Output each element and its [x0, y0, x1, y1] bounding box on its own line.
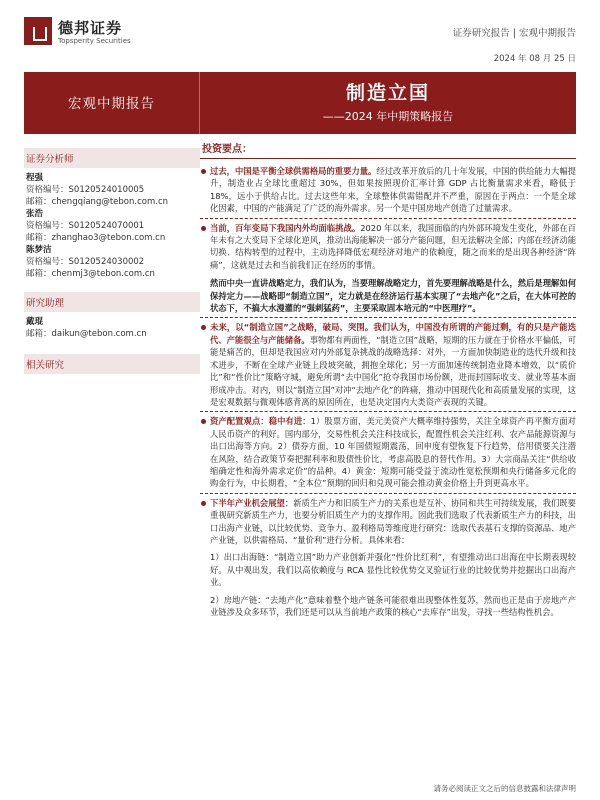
assistant-email [26, 328, 200, 340]
sidebar [24, 134, 200, 374]
key-point-1 [210, 165, 576, 215]
key-point-5 [210, 415, 576, 489]
email-label: 邮箱： [26, 269, 52, 279]
analyst-item [26, 208, 200, 244]
divider [200, 411, 576, 412]
assistant-heading: 研究助理 [24, 292, 200, 312]
license-number: S0120524010005 [68, 185, 145, 195]
company-name-en: Topsperity Securities [58, 37, 131, 45]
license-number: S0120524070001 [68, 221, 145, 231]
analyst-license [26, 220, 200, 232]
license-label: 资格编号： [26, 185, 69, 195]
sub-point-real-estate-chain: 2）房地产链：“去地产化”意味着整个地产链条可能很难出现整体性复苏，然而也正是由于房地产产业链涉及众多环节，我们还是可以从当前地产政策的核心“去库存”出发，寻找一些结构性机会。 [210, 594, 576, 617]
report-subtitle: ——2024 年中期策略报告 [322, 110, 454, 123]
analyst-list [24, 168, 200, 286]
divider [200, 218, 576, 219]
analyst-name: 程强 [26, 173, 44, 183]
license-number: S0120524030002 [68, 257, 145, 267]
email-link[interactable]: chenmj3@tebon.com.cn [51, 269, 155, 279]
key-point-lead: 当前，百年变局下我国内外均面临挑战。 [210, 222, 361, 233]
key-point-lead: 下半年产业机会展望： [210, 497, 294, 508]
key-point-lead: 资产配置观点：稳中有进： [210, 416, 311, 427]
key-point-6 [210, 497, 576, 547]
divider [200, 317, 576, 318]
key-point-lead: 未来，以“制造立国”之战略，破局、突围。我们认为，中国没有所谓的产能过剩，有的只是产能迭代、产能很全与产能储备。 [210, 322, 576, 345]
main-content [200, 134, 576, 618]
license-label: 资格编号： [26, 257, 69, 267]
company-name: 德邦证券 [58, 19, 123, 37]
email-link[interactable]: daikun@tebon.com.cn [51, 329, 147, 339]
analyst-license [26, 256, 200, 268]
analyst-email [26, 268, 200, 280]
analyst-heading: 证券分析师 [24, 148, 200, 168]
report-date: 2024 年 08 月 25 日 [493, 54, 576, 64]
related-research-heading: 相关研究 [24, 354, 200, 374]
analyst-name: 张浩 [26, 209, 44, 219]
report-category [24, 72, 200, 134]
email-label: 邮箱： [26, 197, 52, 207]
email-link[interactable]: zhanghao3@tebon.com.cn [51, 233, 166, 243]
analyst-item [26, 244, 200, 280]
analyst-item [26, 172, 200, 208]
company-logo-icon [24, 17, 52, 45]
key-point-text: 1）股票方面，美元美资产大概率维持强势，关注全球资产再平衡方面对人民币资产的利好。国内部分，交易性机会关注科技成长，配置性机会关注红利、农产品能源资源与出口出海等方向。2）债券方面，10 年国债短期震荡，回申度有望恢复下行趋势，信用债要关注潜在风险，结合政策节奏把握利率和股债性价比，考虑高股息的替代作用。3）大宗商品关注“供给收缩确定性和海外需求定价”的品种。4）黄金：短期可能受益于流动性宽松预期和央行储备多元化的购金行为，中长期看，“全本位”预期的回归和兑现可能会推动黄金价格上升到更高水平。 [210, 416, 576, 489]
report-type: 证券研究报告 | 宏观中期报告 [452, 28, 576, 39]
key-point-2 [210, 222, 576, 272]
analyst-email [26, 196, 200, 208]
email-label: 邮箱： [26, 329, 52, 339]
email-link[interactable]: chengqiang@tebon.com.cn [51, 197, 169, 207]
disclaimer-footer: 请务必阅读正文之后的信息披露和法律声明 [433, 784, 576, 793]
key-point-text: 经过改革开放后的几十年发展，中国的供给能力大幅提升，制造业占全球比重超过 30%，但如果按照现价汇率计算 GDP 占比衡量需求来看，略低于 18%，远小于供给占比。过去这些年来，全球整体供需错配并不严重，原因在于两点：一个是全球化因素，中国的产能满足了广泛的海外需求。另一个是中国房地产创造了过量需求。 [210, 166, 576, 214]
key-point-lead: 过去，中国是平衡全球供需格局的重要力量。 [210, 166, 377, 176]
sub-point-export-chain: 1）出口出海链：“制造立国”助力产业创新并强化“性价比红利”，有望推动出口出海在中长期表现较好。从中观出发，我们以高依赖度与 RCA 显性比较优势交叉验证行业的比较优势并挖掘出口出海产业。 [210, 552, 576, 588]
analyst-name: 陈梦洁 [26, 245, 52, 255]
title-band [24, 72, 576, 134]
key-points-label: 投资要点： [202, 144, 252, 155]
key-points-heading [200, 134, 576, 159]
report-title: 制造立国 [345, 82, 430, 104]
assistant-item [24, 312, 200, 346]
email-label: 邮箱： [26, 233, 52, 243]
divider [200, 493, 576, 494]
key-point-3: 然而中央一直讲战略定力，我们认为，当要理解战略定力，首先要理解战略是什么，然后是理解如何保持定力——战略即“制造立国”，定力就是在经济运行基本实现了“去地产化”之后，在大体可控的状态下，不搞大水漫灌的“强刺猛药”，主要采取固本培元的“中医理疗”。 [210, 278, 576, 314]
assistant-name: 戴琨 [26, 317, 44, 327]
key-point-text: 2020 年以来，我国面临的内外部环境发生变化，外部在百年未有之大变局下全球化逆风，推动出海能解决一部分产能问题，但无法解决全部；内部在经济动能切换、结构转型的过程中，主动选择降低宏观经济对地产的依赖度，随之而来的是出现各种经济“阵痛”，这就是过去和当前我们正在经历的事情。 [210, 222, 576, 270]
key-point-text: 事物都有两面性，“制造立国”战略，短期的压力就在于价格水平偏低，可能是痛苦的，但却是我国应对内外部复杂挑战的战略选择：对外，一方面加快制造业的迭代升级和技术进步，不断在全球产业链上段坡突破，拥抱全球化；另一方面加速传统制造业降本增效，以“质价比”和“性价比”策略守城，避免所谓“去中国化”抢夺我国市场份额，进而封国际收支、就业等基本面形成冲击。对内，则以“制造立国”对冲“去地产化”的阵痛，推动中国现代化和高质量发展的实现，这是宏观数据与微观体感背离的原因所在，也是决定国内大类资产表现的关键。 [210, 334, 576, 407]
key-point-4 [210, 321, 576, 408]
analyst-email [26, 232, 200, 244]
license-label: 资格编号： [26, 221, 69, 231]
report-category-label: 宏观中期报告 [68, 96, 155, 112]
page-header [0, 0, 600, 62]
key-point-text: 新质生产力和旧质生产力的关系也是互补、协同和共生可持续发展，我们既要重视研究新质生产力，也要分析旧质生产力的支撑作用。因此我们选取了代表新质生产力的科技，出口出海产业链，以比较优势、竞争力、盈利格局等维度进行研究：选取代表基石支撑的资源品、地产产业链，以供需格局、“量价利”进行分析。具体来看： [210, 497, 576, 545]
analyst-license [26, 184, 200, 196]
